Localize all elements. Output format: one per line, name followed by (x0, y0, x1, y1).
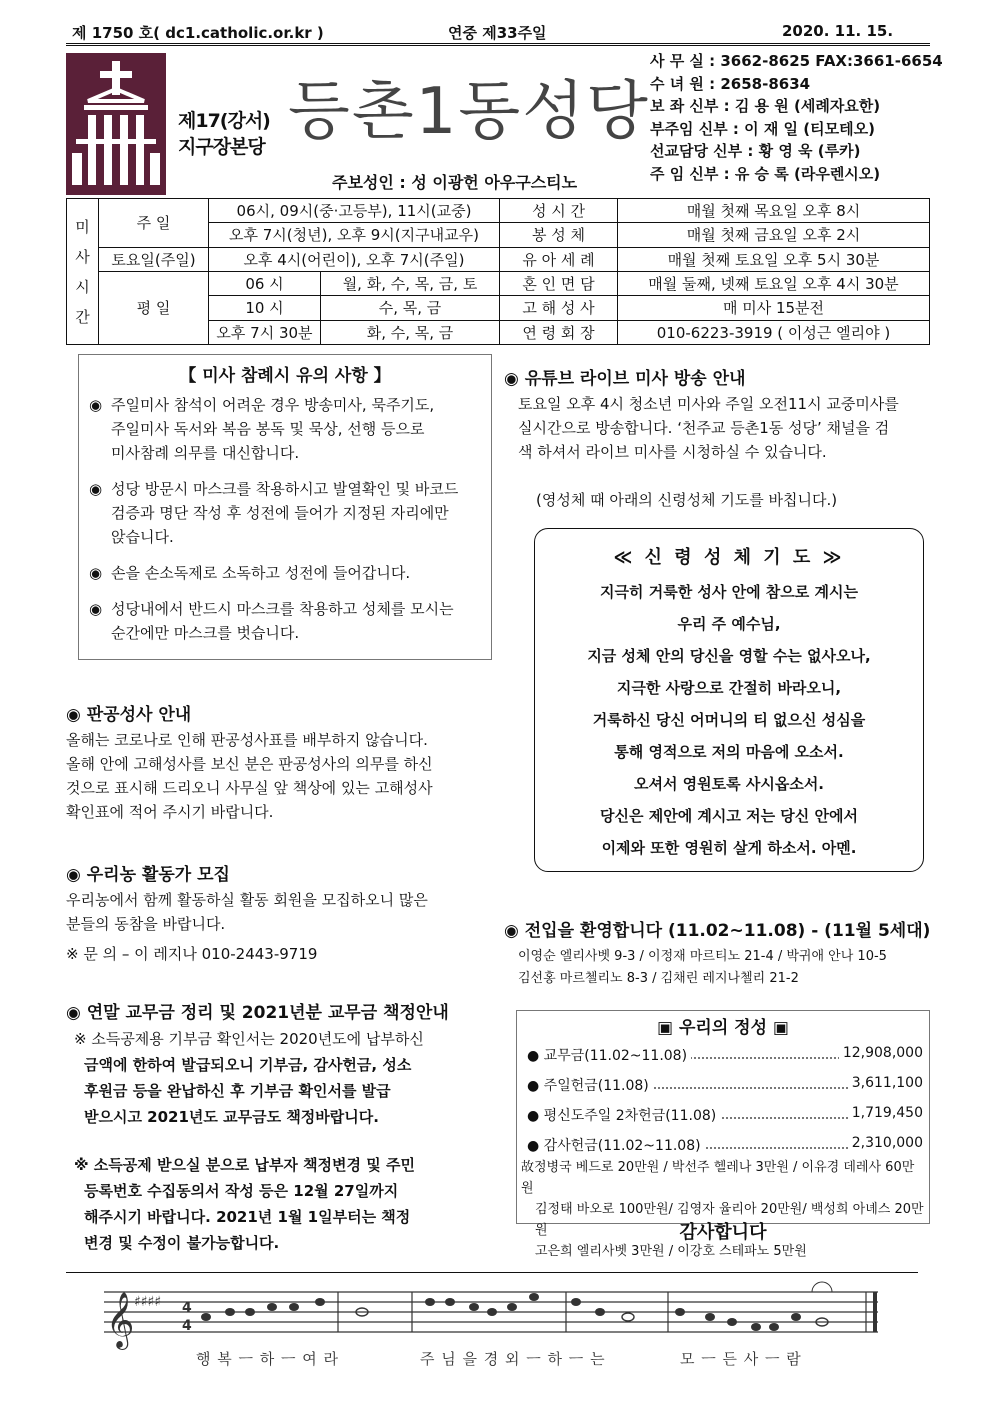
convent-phone: 수 녀 원 : 2658-8634 (650, 74, 811, 93)
schedule-name: 유 아 세 례 (500, 247, 618, 271)
church-building-icon (66, 53, 166, 195)
bottom-rule (66, 1272, 918, 1273)
schedule-name: 고 해 성 사 (500, 296, 618, 320)
svg-text:4: 4 (182, 1300, 192, 1316)
welcome-text: 이영순 엘리사벳 9-3 / 이정재 마르티노 21-4 / 박귀애 안나 10-5 김선홍 마르첼리노 8-3 / 김채린 레지나첼리 21-2 (518, 949, 887, 986)
schedule-when: 매월 첫째 금요일 오후 2시 (618, 223, 930, 247)
spiritual-communion-prayer (534, 528, 924, 872)
prayer-line: 지극한 사랑으로 간절히 바라오니, (616, 679, 842, 697)
pastor: 주 임 신부 : 유 승 록 (라우렌시오) (650, 164, 881, 183)
schedule-when: 매 미사 15분전 (618, 296, 930, 320)
lyrics-part: 행 복 ㅡ 하 ㅡ 여 라 (196, 1350, 340, 1368)
weekday-label: 평 일 (99, 271, 209, 344)
notice-item: ◉ 성당내에서 반드시 마스크를 착용하고 성체를 모시는 순간에만 마스크를 벗습니다. (89, 600, 454, 642)
sunday-times-2: 오후 7시(청년), 오후 9시(지구내교우) (209, 223, 500, 247)
weekday-time: 오후 7시 30분 (209, 320, 321, 344)
schedule-when: 매월 첫째 토요일 오후 5시 30분 (618, 247, 930, 271)
schedule-when: 매월 첫째 목요일 오후 8시 (618, 199, 930, 223)
saturday-times: 오후 4시(어린이), 오후 7시(주일) (209, 247, 500, 271)
notice-item: ◉ 주일미사 참석이 어려운 경우 방송미사, 묵주기도, 주일미사 독서와 복음 봉독 및 묵상, 선행 등으로 미사참례 의무를 대신합니다. (89, 396, 435, 462)
svg-text:4: 4 (182, 1318, 192, 1334)
masthead-rule (66, 43, 930, 46)
diocese-label: 제17(강서) 지구장본당 (178, 110, 270, 158)
prayer-line: 당신은 제안에 계시고 저는 당신 안에서 (600, 807, 858, 825)
assistant-priest: 보 좌 신부 : 김 용 원 (세례자요한) (650, 97, 881, 115)
farm-text: 우리농에서 함께 활동하실 활동 회원을 모집하오니 많은 분들의 동참을 바랍니다. ※ 문 의 – 이 레지나 010-2443-9719 (66, 888, 486, 966)
prayer-line: 거룩하신 당신 어머니의 티 없으신 성심을 (592, 711, 866, 729)
farm-heading: ◉ 우리농 활동가 모집 (66, 865, 230, 885)
confession-heading: ◉ 판공성사 안내 (66, 705, 192, 725)
sunday-label: 주 일 (99, 199, 209, 248)
confession-text: 올해는 코로나로 인해 판공성사표를 배부하지 않습니다. 올해 안에 고해성사를 보신 분은 판공성사의 의무를 하신 것으로 표시해 드리오니 사무실 앞 책상에 있는 고해성사 확인표에 적어 주시기 바랍니다. (66, 731, 433, 821)
weekday-time: 06 시 (209, 271, 321, 295)
thanks-text: 감사합니다 (679, 1222, 767, 1243)
weekday-days: 월, 화, 수, 목, 금, 토 (321, 271, 500, 295)
weekday-days: 화, 수, 목, 금 (321, 320, 500, 344)
schedule-when: 매월 둘째, 넷째 토요일 오후 4시 30분 (618, 271, 930, 295)
saturday-label: 토요일(주일) (99, 247, 209, 271)
issue-date: 2020. 11. 15. (782, 22, 894, 40)
schedule-name: 성 시 간 (500, 199, 618, 223)
donor-list: 故정병국 베드로 20만원 / 박선주 헬레나 3만원 / 이유경 데레사 60만원 김정태 바오로 100만원/ 김영자 율리아 20만원/ 백성희 아녜스 20만원 고은희 엘리사벳 3만원 / 이강호 스테파노 5만원 (521, 1160, 924, 1259)
sunday-times-1: 06시, 09시(중·고등부), 11시(교중) (209, 199, 500, 223)
prayer-title: ≪ 신 령 성 체 기 도 ≫ (613, 547, 845, 568)
schedule-name: 봉 성 체 (500, 223, 618, 247)
youtube-text: 토요일 오후 4시 청소년 미사와 주일 오전11시 교중미사를 실시간으로 방송합니다. ‘천주교 등촌1동 성당’ 채널을 검 색 하셔서 라이브 미사를 시청하실 수 있습니다. (518, 395, 899, 461)
welcome-heading: ◉ 전입을 환영합니다 (11.02~11.08) - (11월 5세대) (504, 921, 931, 941)
church-logo (66, 53, 166, 195)
weekday-days: 수, 목, 금 (321, 296, 500, 320)
mass-notice-box (78, 354, 492, 660)
schedule-when: 010-6223-3919 ( 이성근 엘리야 ) (618, 320, 930, 344)
communion-note: (영성체 때 아래의 신령성체 기도를 바칩니다.) (536, 491, 838, 509)
offering-box: ▣ 우리의 정성 ▣ ● 교무금(11.02~11.08) 12,908,000 ● 주일헌금(11.08) 3,611,100 ● 평신도주일 2차헌금(11.08) 1,719,450 ● 감사헌금(11.02~11.08) 2,310,000 故정병국 베드로 20만원 / 박선주 헬레나 3만원 / 이유경 데레사 60만원 김정태 바오로 100만원/ 김영자 율리아 20만원/ 백성희 아녜스 20만원 고은희 엘리사벳 3만원 / 이강호 스테파노 5만원 (516, 1010, 930, 1224)
mass-times-label: 미 사 시 간 (67, 199, 99, 345)
weekday-time: 10 시 (209, 296, 321, 320)
offering-title: ▣ 우리의 정성 ▣ (657, 1018, 789, 1038)
prayer-line: 우리 주 예수님, (677, 615, 781, 633)
tithe-heading: ◉ 연말 교무금 정리 및 2021년분 교무금 책정안내 (66, 1003, 449, 1023)
prayer-line: 통해 영적으로 저의 마음에 오소서. (614, 743, 844, 761)
associate-priest: 부주임 신부 : 이 재 일 (티모테오) (650, 119, 875, 138)
tithe-text-1: ※ 소득공제용 기부금 확인서는 2020년도에 납부하신 금액에 한하여 발급되오니 기부금, 감사헌금, 성소 후원금 등을 완납하신 후 기부금 확인서를 발급 받으시고 2021년도 교무금도 책정바랍니다. (74, 1030, 424, 1126)
church-name: 등촌1동성당 (288, 75, 650, 149)
issue-number: 제 1750 호( dc1.catholic.or.kr ) (72, 24, 324, 42)
schedule-name: 혼 인 면 담 (500, 271, 618, 295)
tithe-text-2: ※ 소득공제 받으실 분으로 납부자 책정변경 및 주민 등록번호 수집동의서 작성 등은 12월 27일까지 해주시기 바랍니다. 2021년 1월 1일부터는 책정 변경 및 수정이 불가능합니다. (74, 1156, 415, 1252)
mass-schedule-table (66, 198, 930, 345)
mission-priest: 선교담당 신부 : 황 영 욱 (루카) (650, 142, 861, 160)
contact-list (650, 50, 943, 185)
farm-contact: ※ 문 의 – 이 레지나 010-2443-9719 (66, 945, 318, 963)
office-phone: 사 무 실 : 3662-8625 FAX:3661-6654 (650, 52, 943, 70)
svg-text:𝄞: 𝄞 (106, 1292, 135, 1348)
notice-title: 【 미사 참례시 유의 사항 】 (179, 366, 391, 386)
patron-saint: 주보성인 : 성 이광헌 아우구스티노 (332, 173, 578, 192)
prayer-line: 이제와 또한 영원히 살게 하소서. 아멘. (601, 839, 857, 857)
masthead-line (66, 16, 930, 46)
svg-text:♯♯♯♯: ♯♯♯♯ (134, 1294, 162, 1310)
notice-item: ◉ 손을 손소독제로 소독하고 성전에 들어갑니다. (89, 564, 411, 582)
youtube-heading: ◉ 유튜브 라이브 미사 방송 안내 (504, 369, 746, 389)
liturgical-week: 연중 제33주일 (448, 24, 547, 42)
prayer-line: 지극히 거룩한 성사 안에 참으로 계시는 (600, 583, 858, 601)
lyrics-part: 주 님 을 경 외 ㅡ 하 ㅡ 는 (420, 1350, 606, 1368)
notice-item: ◉ 성당 방문시 마스크를 착용하시고 발열확인 및 바코드 검증과 명단 작성 후 성전에 들어가 지정된 자리에만 앉습니다. (89, 480, 459, 546)
lyrics-part: 모 ㅡ 든 사 ㅡ 람 (680, 1350, 802, 1368)
schedule-name: 연 령 회 장 (500, 320, 618, 344)
prayer-line: 지금 성체 안의 당신을 영할 수는 없사오나, (587, 647, 871, 665)
prayer-line: 오셔서 영원토록 사시옵소서. (633, 775, 825, 793)
hymn-lyrics (0, 1348, 992, 1372)
